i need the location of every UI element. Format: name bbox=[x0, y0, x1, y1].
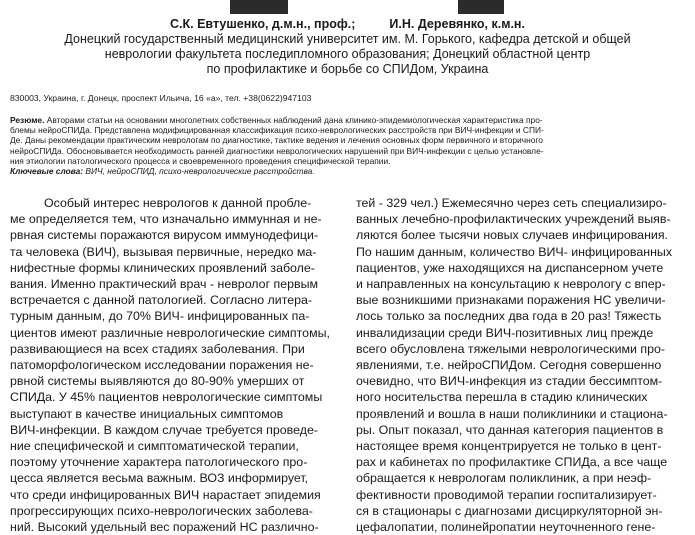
body-line: ние специфической и симптоматической терапии, bbox=[10, 439, 299, 454]
body-line: патоморфологическом исследовании поражения не- bbox=[10, 358, 314, 373]
body-column-left bbox=[10, 195, 342, 535]
body-line: проявлений и вошла в наши поликлиники и стациона- bbox=[356, 406, 668, 421]
body-line: СПИДа. У 45% пациентов неврологические симптомы bbox=[10, 390, 323, 405]
body-line: прогрессирующих психо-неврологических заболева- bbox=[10, 503, 313, 518]
body-line: рвная системы поражаются вирусом иммунодефици- bbox=[10, 228, 319, 243]
keywords-line bbox=[10, 166, 690, 176]
body-line: турным данным, до 70% ВИЧ- инфицированных па- bbox=[10, 309, 310, 324]
body-line: вания. Именно практический врач - невролог первым bbox=[10, 277, 319, 292]
body-line: циентов имеют различные неврологические симптомы, bbox=[10, 325, 330, 340]
body-line: ВИЧ-инфекции. В каждом случае требуется проведе- bbox=[10, 422, 318, 437]
body-line: выступают в качестве инициальных симптомов bbox=[10, 406, 284, 421]
abstract-label: Резюме. bbox=[10, 115, 45, 125]
body-line: всего обусловлена тяжелыми неврологическими про- bbox=[356, 341, 666, 356]
author-photo-left bbox=[230, 0, 288, 14]
author-2: И.Н. Деревянко, к.м.н. bbox=[389, 17, 525, 31]
body-line: ляются более тысячи новых случаев инфицирования. bbox=[356, 228, 668, 243]
body-line: инвалидизации среди ВИЧ-позитивных лиц прежде bbox=[356, 325, 654, 340]
body-line: ме определяется тем, что изначально иммунная и не- bbox=[10, 212, 322, 227]
abstract-line: Де. Даны рекомендации практическим неврологам по диагностике, тактике ведения и лечения основных форм первичного и вторичного bbox=[10, 135, 543, 146]
body-line: По нашим данным, количество ВИЧ- инфицированных bbox=[356, 244, 673, 259]
body-line: нифестные формы клинических проявлений заболе- bbox=[10, 260, 315, 275]
body-line: цесса является весьма важным. ВОЗ информирует, bbox=[10, 471, 309, 486]
body-line: ся в стационары с диагнозами дисциркуляторной эн- bbox=[356, 503, 663, 518]
body-line: рвной системы выявляются до 80-90% умерших от bbox=[10, 374, 305, 389]
abstract-line: блемы нейроСПИДа. Представлена модифицированная классификация психо-неврологических расстройств при ВИЧ-инфекции и СПИ- bbox=[10, 125, 544, 136]
body-line: что среди инфицированных ВИЧ нарастает эпидемия bbox=[10, 487, 321, 502]
keywords-label: Ключевые слова: bbox=[10, 166, 84, 177]
abstract-line: ния этиологии патологического процесса и своевременного проведения специфической терапии. bbox=[10, 155, 391, 166]
body-line: лось только за последних два года в 20 раз! Тяжесть bbox=[356, 309, 662, 324]
author-1: С.К. Евтушенко, д.м.н., проф.; bbox=[170, 17, 356, 31]
body-line: фективности проводимой терапии госпитализирует- bbox=[356, 487, 657, 502]
abstract-line bbox=[10, 115, 690, 125]
keywords-text: ВИЧ, нейроСПИД, психо-неврологические расстройства. bbox=[83, 166, 315, 177]
body-line: настоящее время концентрируется не только в цент- bbox=[356, 439, 662, 454]
affiliation bbox=[0, 32, 695, 77]
body-line: ры. Опыт показал, что данная категория пациентов в bbox=[356, 422, 664, 437]
body-line: ного носительства перешла в стадию клинических bbox=[356, 390, 648, 405]
abstract-text: Авторами статьи на основании многолетних собственных наблюдений дана клинико-эпидемиологическая характеристика про- bbox=[44, 115, 543, 125]
body-line: встречается с данной патологией. Согласно литера- bbox=[10, 293, 313, 308]
body-line: рах и кабинетах по профилактике СПИДа, а все чаще bbox=[356, 455, 668, 470]
authors-line bbox=[0, 17, 695, 31]
body-line: и направленных на консультацию к неврологу с впер- bbox=[356, 277, 666, 292]
body-column-right bbox=[356, 195, 693, 535]
abstract bbox=[10, 115, 690, 176]
body-line: Особый интерес неврологов к данной пробле- bbox=[44, 196, 312, 210]
body-line: ванных лечебно-профилактических учреждений выяв- bbox=[356, 212, 671, 227]
author-photo-right bbox=[458, 0, 504, 14]
body-line: вые возникшими признаками поражения НС увеличи- bbox=[356, 293, 666, 308]
contact-address: 830003, Украина, г. Донецк, проспект Ильича, 16 «а», тел. +38(0622)947103 bbox=[10, 93, 312, 103]
affiliation-line: неврологии факультета последипломного образования; Донецкий областной центр bbox=[104, 47, 591, 61]
abstract-line: нейроСПИДа. Обосновывается необходимость ранней диагностики неврологических нарушений при ВИЧ-инфекции с целью установле- bbox=[10, 145, 544, 156]
body-line: обращается к неврологам поликлиник, а при неэф- bbox=[356, 471, 652, 486]
body-line: тей - 329 чел.) Ежемесячно через сеть специализиро- bbox=[356, 196, 667, 210]
body-line: цефалопатии, полинейропатии неуточненного гене- bbox=[356, 520, 656, 535]
affiliation-line: Донецкий государственный медицинский университет им. М. Горького, кафедра детской и общей bbox=[64, 32, 631, 46]
body-line: пациентов, уже находящихся на диспансерном учете bbox=[356, 260, 664, 275]
body-line: ний. Высокий удельный вес поражений НС различно- bbox=[10, 520, 319, 535]
body-line: та человека (ВИЧ), вызывая первичные, нередко ма- bbox=[10, 244, 317, 259]
affiliation-line: по профилактике и борьбе со СПИДом, Украина bbox=[206, 62, 489, 76]
body-line: очевидно, что ВИЧ-инфекция из стадии бессимптом- bbox=[356, 374, 663, 389]
body-line: явлениями, т.е. нейроСПИДом. Сегодня совершенно bbox=[356, 358, 662, 373]
body-line: поэтому уточнение характера патологического про- bbox=[10, 455, 308, 470]
body-line: развивающиеся на всех стадиях заболевания. При bbox=[10, 341, 305, 356]
